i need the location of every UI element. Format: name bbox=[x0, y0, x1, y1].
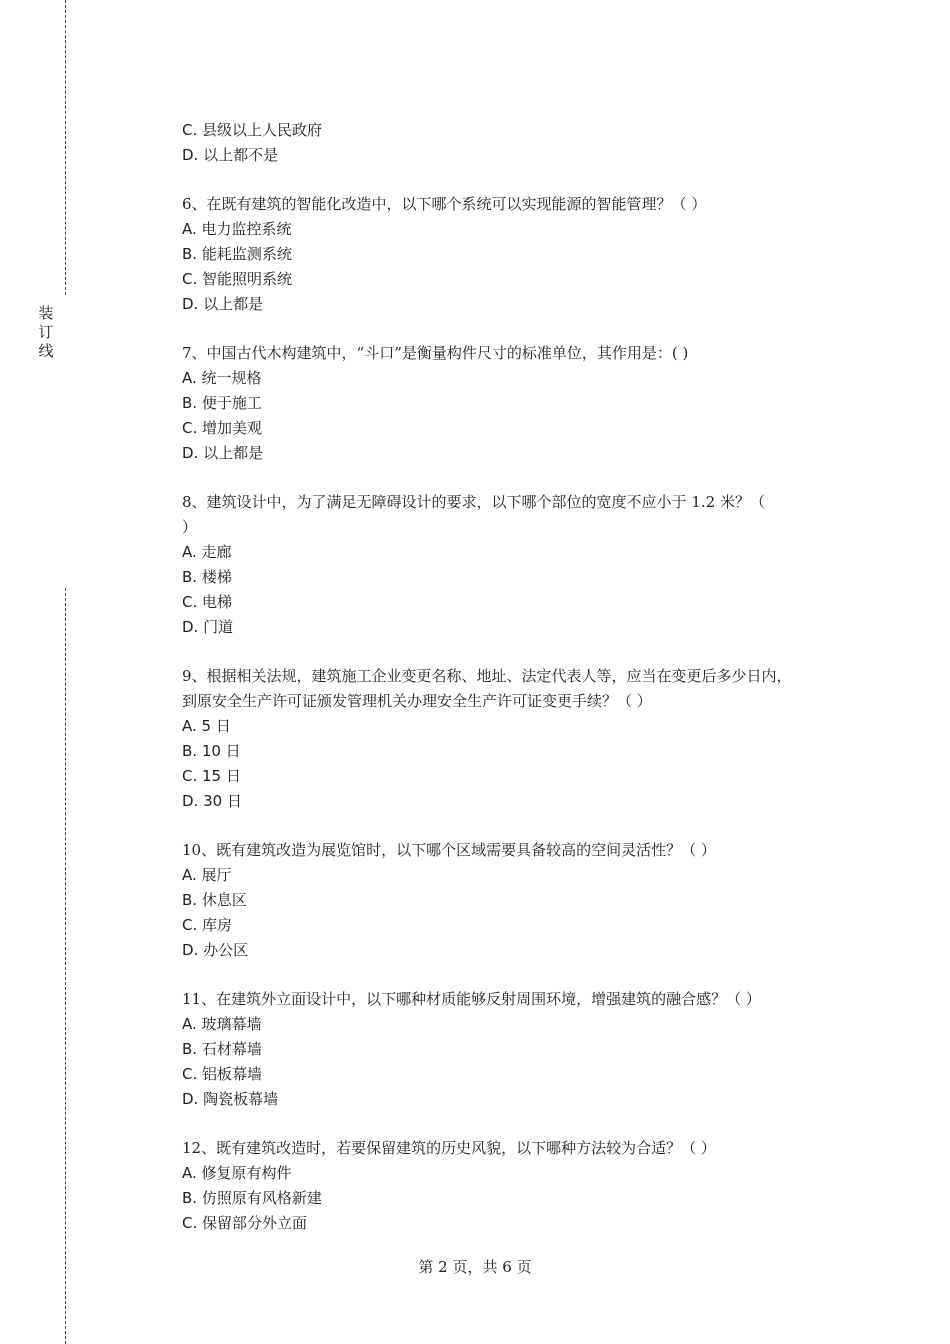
option-c: C. 铝板幕墙 bbox=[182, 1065, 263, 1083]
question-9 bbox=[182, 664, 854, 814]
question-5-tail bbox=[182, 118, 854, 168]
question-10 bbox=[182, 838, 854, 963]
option-b: B. 楼梯 bbox=[182, 568, 232, 586]
option-a: A. 展厅 bbox=[182, 866, 232, 884]
option-c: C. 电梯 bbox=[182, 593, 233, 611]
option-a: A. 修复原有构件 bbox=[182, 1164, 292, 1182]
option-c: C. 智能照明系统 bbox=[182, 270, 293, 288]
question-stem-line-1: 9、根据相关法规，建筑施工企业变更名称、地址、法定代表人等，应当在变更后多少日内， bbox=[182, 667, 792, 685]
option-5-d: D. 以上都不是 bbox=[182, 146, 279, 164]
binding-label-char: 订 bbox=[38, 323, 54, 341]
option-d: D. 办公区 bbox=[182, 941, 249, 959]
binding-label-char: 线 bbox=[38, 342, 54, 360]
option-c: C. 15 日 bbox=[182, 767, 241, 785]
option-d: D. 以上都是 bbox=[182, 444, 264, 462]
option-b: B. 石材幕墙 bbox=[182, 1040, 262, 1058]
option-a: A. 电力监控系统 bbox=[182, 220, 292, 238]
option-d: D. 陶瓷板幕墙 bbox=[182, 1090, 279, 1108]
page-footer: 第 2 页，共 6 页 bbox=[418, 1258, 532, 1276]
question-stem-line-2: 到原安全生产许可证颁发管理机关办理安全生产许可证变更手续？（ ） bbox=[182, 692, 652, 710]
binding-line-bottom bbox=[65, 588, 66, 1344]
question-6 bbox=[182, 192, 854, 317]
option-5-c: C. 县级以上人民政府 bbox=[182, 121, 323, 139]
option-c: C. 保留部分外立面 bbox=[182, 1214, 308, 1232]
option-a: A. 走廊 bbox=[182, 543, 232, 561]
question-stem: 10、既有建筑改造为展览馆时，以下哪个区域需要具备较高的空间灵活性？（ ） bbox=[182, 841, 716, 859]
binding-label bbox=[37, 304, 55, 361]
option-c: C. 增加美观 bbox=[182, 419, 263, 437]
binding-line-top bbox=[65, 0, 66, 295]
question-stem-line-1: 8、建筑设计中，为了满足无障碍设计的要求，以下哪个部位的宽度不应小于 1.2 米？（ bbox=[182, 493, 765, 511]
option-b: B. 仿照原有风格新建 bbox=[182, 1189, 322, 1207]
option-d: D. 门道 bbox=[182, 618, 234, 636]
question-8 bbox=[182, 490, 854, 640]
option-a: A. 统一规格 bbox=[182, 369, 262, 387]
binding-label-char: 装 bbox=[38, 304, 54, 322]
question-stem: 7、中国古代木构建筑中，“斗口”是衡量构件尺寸的标准单位，其作用是：( ) bbox=[182, 344, 689, 362]
option-a: A. 5 日 bbox=[182, 717, 231, 735]
option-d: D. 30 日 bbox=[182, 792, 242, 810]
option-c: C. 库房 bbox=[182, 916, 233, 934]
exam-content bbox=[182, 118, 854, 1236]
option-a: A. 玻璃幕墙 bbox=[182, 1015, 262, 1033]
option-b: B. 10 日 bbox=[182, 742, 241, 760]
question-stem: 11、在建筑外立面设计中，以下哪种材质能够反射周围环境，增强建筑的融合感？（ ） bbox=[182, 990, 761, 1008]
question-stem: 12、既有建筑改造时，若要保留建筑的历史风貌，以下哪种方法较为合适？（ ） bbox=[182, 1139, 716, 1157]
question-stem-line-2: ） bbox=[182, 518, 198, 536]
question-7 bbox=[182, 341, 854, 466]
question-11 bbox=[182, 987, 854, 1112]
option-b: B. 便于施工 bbox=[182, 394, 262, 412]
question-stem: 6、在既有建筑的智能化改造中，以下哪个系统可以实现能源的智能管理？（ ） bbox=[182, 195, 707, 213]
question-12 bbox=[182, 1136, 854, 1236]
option-d: D. 以上都是 bbox=[182, 295, 264, 313]
option-b: B. 休息区 bbox=[182, 891, 247, 909]
option-b: B. 能耗监测系统 bbox=[182, 245, 292, 263]
